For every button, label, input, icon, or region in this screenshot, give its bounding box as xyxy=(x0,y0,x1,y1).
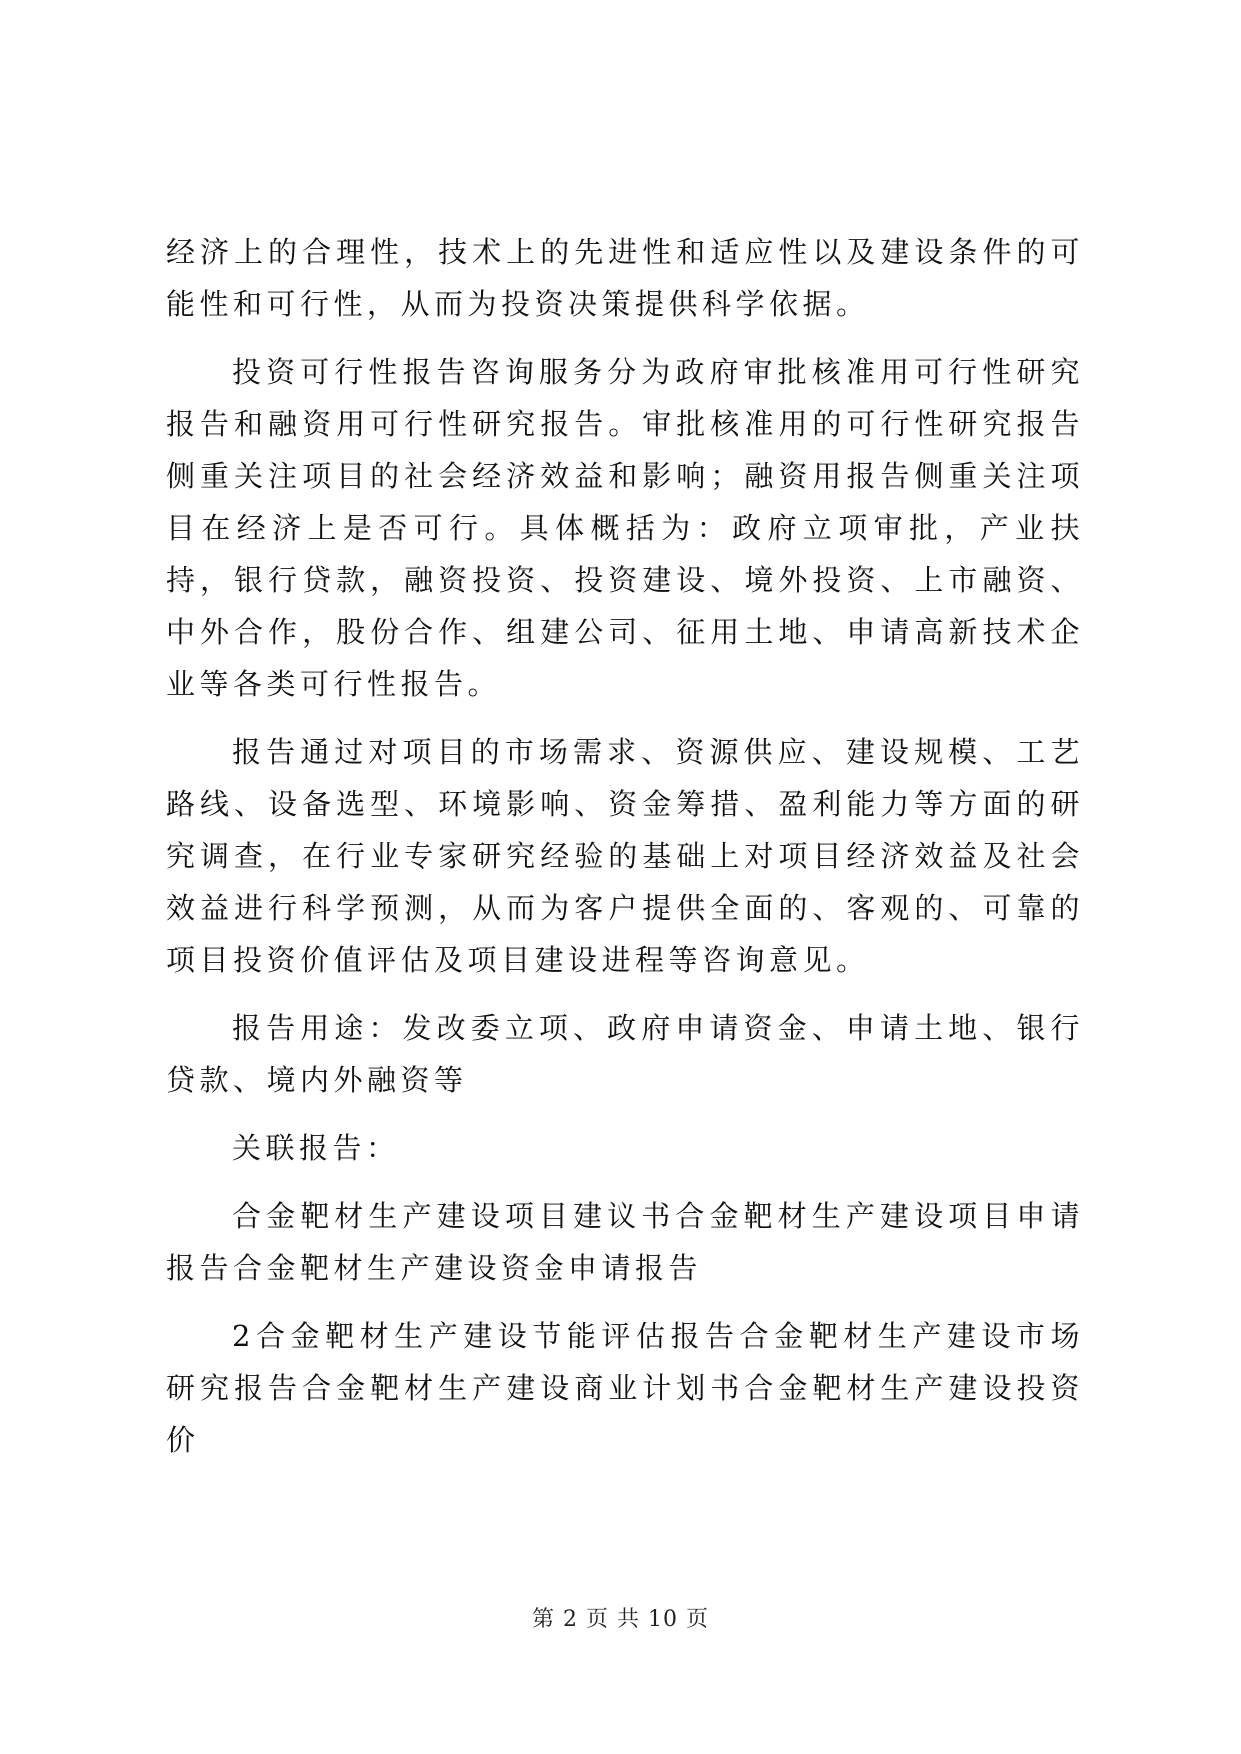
paragraph-report-usage: 报告用途：发改委立项、政府申请资金、申请土地、银行贷款、境内外融资等 xyxy=(166,1011,1084,1097)
page-number-footer: 第 2 页 共 10 页 xyxy=(532,1607,709,1632)
paragraph-consulting-services: 投资可行性报告咨询服务分为政府审批核准用可行性研究报告和融资用可行性研究报告。审批核准用的可行性研究报告侧重关注项目的社会经济效益和影响；融资用报告侧重关注项目在经济上是否可行。具体概括为：政府立项审批，产业扶持，银行贷款，融资投资、投资建设、境外投资、上市融资、中外合作，股份合作、组建公司、征用土地、申请高新技术企业等各类可行性报告。 xyxy=(166,355,1084,701)
paragraph-related-reports-heading: 关联报告： xyxy=(232,1131,400,1165)
paragraph-related-reports-list-2: 2合金靶材生产建设节能评估报告合金靶材生产建设市场研究报告合金靶材生产建设商业计划书合金靶材生产建设投资价 xyxy=(166,1319,1084,1457)
paragraph-report-scope: 报告通过对项目的市场需求、资源供应、建设规模、工艺路线、设备选型、环境影响、资金筹措、盈利能力等方面的研究调查，在行业专家研究经验的基础上对项目经济效益及社会效益进行科学预测，从而为客户提供全面的、客观的、可靠的项目投资价值评估及项目建设进程等咨询意见。 xyxy=(166,735,1084,977)
paragraph-continuation: 经济上的合理性，技术上的先进性和适应性以及建设条件的可能性和可行性，从而为投资决策提供科学依据。 xyxy=(166,235,1084,321)
paragraph-related-reports-list-1: 合金靶材生产建设项目建议书合金靶材生产建设项目申请报告合金靶材生产建设资金申请报告 xyxy=(166,1199,1084,1285)
document-body xyxy=(166,226,1084,1482)
